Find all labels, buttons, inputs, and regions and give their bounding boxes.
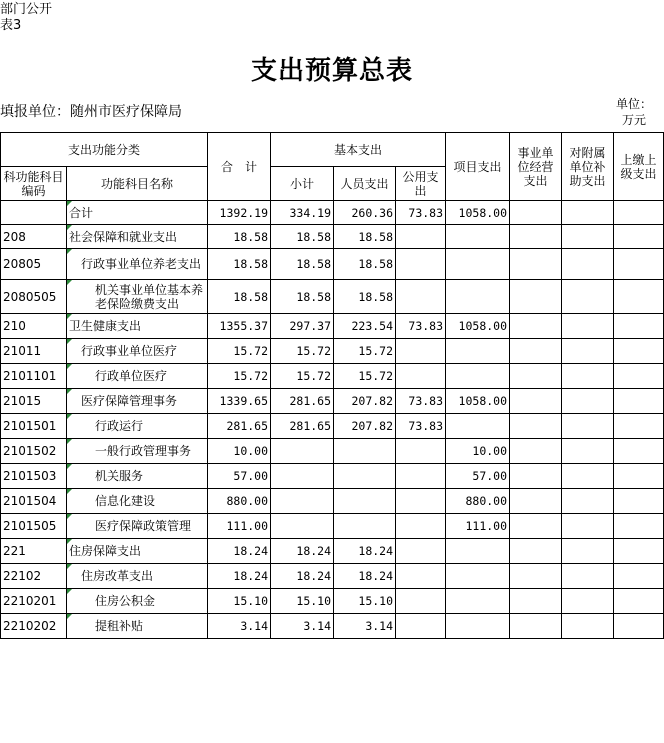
cell-name: [67, 389, 208, 414]
cell-public: [396, 439, 446, 464]
cell-public: [396, 514, 446, 539]
cell-marker-icon: [67, 249, 72, 254]
table-row: [1, 201, 664, 225]
cell-name-text: 卫生健康支出: [69, 319, 142, 333]
cell-personnel: 15.72: [334, 339, 396, 364]
header-upper: 上缴上级支出: [614, 133, 664, 201]
cell-upper: [614, 389, 664, 414]
cell-name: [67, 464, 208, 489]
cell-code: 21011: [1, 339, 67, 364]
cell-subtotal: 18.58: [271, 225, 334, 249]
table-row: [1, 414, 664, 439]
cell-public: [396, 489, 446, 514]
cell-total: 1392.19: [208, 201, 271, 225]
cell-project: [446, 614, 510, 639]
cell-upper: [614, 614, 664, 639]
cell-affiliated: [562, 314, 614, 339]
cell-total: 880.00: [208, 489, 271, 514]
table-row: [1, 389, 664, 414]
header-enterprise: 事业单位经营支出: [510, 133, 562, 201]
cell-public: [396, 614, 446, 639]
cell-name: [67, 514, 208, 539]
cell-code: 21015: [1, 389, 67, 414]
cell-subtotal: 15.72: [271, 364, 334, 389]
table-row: [1, 614, 664, 639]
cell-subtotal: 334.19: [271, 201, 334, 225]
cell-name: [67, 489, 208, 514]
cell-subtotal: 18.58: [271, 249, 334, 280]
cell-personnel: 207.82: [334, 389, 396, 414]
cell-subtotal: [271, 439, 334, 464]
cell-upper: [614, 564, 664, 589]
cell-total: 18.24: [208, 539, 271, 564]
cell-name: [67, 564, 208, 589]
cell-name-text: 行政单位医疗: [95, 369, 168, 383]
cell-upper: [614, 314, 664, 339]
cell-public: [396, 225, 446, 249]
page-title: 支出预算总表: [250, 56, 413, 86]
cell-subtotal: 281.65: [271, 389, 334, 414]
cell-affiliated: [562, 439, 614, 464]
cell-marker-icon: [67, 389, 72, 394]
cell-name-text: 行政事业单位养老支出: [81, 257, 202, 271]
table-row: [1, 439, 664, 464]
cell-personnel: 15.72: [334, 364, 396, 389]
cell-personnel: 3.14: [334, 614, 396, 639]
cell-subtotal: [271, 489, 334, 514]
cell-marker-icon: [67, 201, 72, 206]
cell-affiliated: [562, 539, 614, 564]
cell-name-text: 医疗保障管理事务: [81, 394, 178, 408]
cell-personnel: [334, 464, 396, 489]
cell-project: [446, 564, 510, 589]
cell-code: 2101505: [1, 514, 67, 539]
cell-affiliated: [562, 564, 614, 589]
cell-project: 1058.00: [446, 389, 510, 414]
cell-affiliated: [562, 364, 614, 389]
cell-marker-icon: [67, 339, 72, 344]
cell-enterprise: [510, 280, 562, 314]
cell-code: 2210202: [1, 614, 67, 639]
table-row: [1, 249, 664, 280]
header-affiliated: 对附属单位补助支出: [562, 133, 614, 201]
cell-enterprise: [510, 464, 562, 489]
table-row: [1, 364, 664, 389]
budget-table: [0, 132, 664, 639]
cell-total: 18.58: [208, 249, 271, 280]
cell-public: [396, 589, 446, 614]
cell-enterprise: [510, 364, 562, 389]
cell-affiliated: [562, 464, 614, 489]
header-basic-group: 基本支出: [271, 133, 446, 167]
table-row: [1, 314, 664, 339]
cell-upper: [614, 589, 664, 614]
cell-enterprise: [510, 589, 562, 614]
cell-name-text: 机关服务: [95, 469, 144, 483]
cell-public: 73.83: [396, 314, 446, 339]
cell-project: 1058.00: [446, 314, 510, 339]
cell-upper: [614, 439, 664, 464]
cell-affiliated: [562, 225, 614, 249]
cell-name: [67, 201, 208, 225]
cell-affiliated: [562, 514, 614, 539]
cell-project: 880.00: [446, 489, 510, 514]
cell-public: 73.83: [396, 389, 446, 414]
cell-code: 208: [1, 225, 67, 249]
cell-total: 18.58: [208, 225, 271, 249]
cell-marker-icon: [67, 280, 72, 285]
cell-name: [67, 314, 208, 339]
cell-personnel: 207.82: [334, 414, 396, 439]
cell-affiliated: [562, 489, 614, 514]
cell-affiliated: [562, 614, 614, 639]
cell-personnel: 18.58: [334, 280, 396, 314]
cell-public: 73.83: [396, 414, 446, 439]
cell-affiliated: [562, 339, 614, 364]
table-row: [1, 489, 664, 514]
cell-enterprise: [510, 514, 562, 539]
cell-marker-icon: [67, 464, 72, 469]
cell-affiliated: [562, 280, 614, 314]
header-total: 合 计: [208, 133, 271, 201]
header-project: 项目支出: [446, 133, 510, 201]
cell-public: [396, 249, 446, 280]
cell-marker-icon: [67, 539, 72, 544]
cell-name-text: 行政事业单位医疗: [81, 344, 178, 358]
cell-enterprise: [510, 389, 562, 414]
cell-upper: [614, 280, 664, 314]
cell-enterprise: [510, 614, 562, 639]
cell-subtotal: 281.65: [271, 414, 334, 439]
header-subtotal: 小计: [271, 167, 334, 201]
header-personnel: 人员支出: [334, 167, 396, 201]
cell-public: [396, 564, 446, 589]
cell-total: 10.00: [208, 439, 271, 464]
cell-name: [67, 539, 208, 564]
cell-total: 18.58: [208, 280, 271, 314]
cell-name: [67, 280, 208, 314]
cell-code: 2101502: [1, 439, 67, 464]
header-name: 功能科目名称: [67, 167, 208, 201]
cell-upper: [614, 364, 664, 389]
cell-project: [446, 539, 510, 564]
cell-project: 10.00: [446, 439, 510, 464]
cell-subtotal: 18.24: [271, 539, 334, 564]
cell-name: [67, 249, 208, 280]
cell-affiliated: [562, 414, 614, 439]
cell-project: [446, 225, 510, 249]
cell-name: [67, 589, 208, 614]
cell-project: [446, 280, 510, 314]
cell-enterprise: [510, 225, 562, 249]
cell-total: 1339.65: [208, 389, 271, 414]
cell-enterprise: [510, 314, 562, 339]
cell-enterprise: [510, 201, 562, 225]
cell-personnel: 18.24: [334, 539, 396, 564]
cell-name-text: 信息化建设: [95, 494, 156, 508]
header-code: 科功能科目编码: [1, 167, 67, 201]
unit-label: [616, 96, 652, 128]
cell-public: [396, 539, 446, 564]
cell-total: 15.72: [208, 364, 271, 389]
cell-personnel: 223.54: [334, 314, 396, 339]
cell-affiliated: [562, 249, 614, 280]
cell-enterprise: [510, 564, 562, 589]
cell-total: 3.14: [208, 614, 271, 639]
header-func-group: 支出功能分类: [1, 133, 208, 167]
cell-affiliated: [562, 201, 614, 225]
cell-upper: [614, 201, 664, 225]
cell-name: [67, 614, 208, 639]
doc-label-table-no: 表3: [0, 18, 22, 33]
cell-marker-icon: [67, 439, 72, 444]
cell-name-text: 合计: [69, 205, 94, 220]
cell-personnel: [334, 514, 396, 539]
cell-upper: [614, 514, 664, 539]
cell-name-text: 医疗保障政策管理: [95, 519, 192, 533]
table-row: [1, 589, 664, 614]
cell-enterprise: [510, 489, 562, 514]
cell-total: 18.24: [208, 564, 271, 589]
table-row: [1, 280, 664, 314]
cell-name: [67, 339, 208, 364]
cell-public: [396, 464, 446, 489]
cell-upper: [614, 249, 664, 280]
cell-project: 111.00: [446, 514, 510, 539]
cell-marker-icon: [67, 514, 72, 519]
cell-upper: [614, 414, 664, 439]
cell-code: 22102: [1, 564, 67, 589]
unit-label-top: 单位：: [615, 97, 652, 111]
cell-marker-icon: [67, 589, 72, 594]
cell-name-text: 住房公积金: [95, 594, 156, 608]
cell-personnel: 18.24: [334, 564, 396, 589]
cell-subtotal: 3.14: [271, 614, 334, 639]
cell-name: [67, 439, 208, 464]
cell-subtotal: 15.72: [271, 339, 334, 364]
cell-public: [396, 339, 446, 364]
cell-total: 1355.37: [208, 314, 271, 339]
cell-code: 221: [1, 539, 67, 564]
cell-upper: [614, 464, 664, 489]
cell-subtotal: 18.58: [271, 280, 334, 314]
cell-public: [396, 280, 446, 314]
cell-marker-icon: [67, 414, 72, 419]
unit-label-bottom: 万元: [621, 113, 646, 127]
cell-personnel: 18.58: [334, 249, 396, 280]
cell-personnel: 15.10: [334, 589, 396, 614]
cell-marker-icon: [67, 364, 72, 369]
cell-project: [446, 249, 510, 280]
cell-enterprise: [510, 249, 562, 280]
cell-project: [446, 364, 510, 389]
cell-public: [396, 364, 446, 389]
cell-enterprise: [510, 539, 562, 564]
cell-enterprise: [510, 439, 562, 464]
cell-total: 111.00: [208, 514, 271, 539]
cell-marker-icon: [67, 225, 72, 230]
table-row: [1, 539, 664, 564]
cell-affiliated: [562, 389, 614, 414]
table-row: [1, 339, 664, 364]
cell-upper: [614, 539, 664, 564]
table-row: [1, 514, 664, 539]
cell-code: [1, 201, 67, 225]
cell-name-text: 一般行政管理事务: [95, 444, 192, 458]
table-row: [1, 464, 664, 489]
cell-name: [67, 414, 208, 439]
cell-subtotal: [271, 464, 334, 489]
cell-name: [67, 225, 208, 249]
cell-total: 281.65: [208, 414, 271, 439]
cell-total: 57.00: [208, 464, 271, 489]
table-row: [1, 225, 664, 249]
cell-name-text: 提租补贴: [95, 619, 144, 633]
cell-code: 2210201: [1, 589, 67, 614]
filler-unit: 填报单位：随州市医疗保障局: [0, 104, 182, 120]
cell-name-text: 机关事业单位基本养老保险缴费支出: [95, 282, 204, 311]
cell-personnel: [334, 489, 396, 514]
cell-project: [446, 589, 510, 614]
cell-enterprise: [510, 339, 562, 364]
cell-affiliated: [562, 589, 614, 614]
cell-public: 73.83: [396, 201, 446, 225]
cell-subtotal: 15.10: [271, 589, 334, 614]
cell-code: 2101504: [1, 489, 67, 514]
doc-label-dept: 部门公开: [0, 2, 53, 17]
cell-upper: [614, 489, 664, 514]
cell-code: 2080505: [1, 280, 67, 314]
cell-name: [67, 364, 208, 389]
cell-upper: [614, 225, 664, 249]
cell-code: 2101501: [1, 414, 67, 439]
cell-project: [446, 339, 510, 364]
cell-subtotal: 18.24: [271, 564, 334, 589]
cell-name-text: 行政运行: [95, 419, 144, 433]
cell-total: 15.72: [208, 339, 271, 364]
cell-project: 1058.00: [446, 201, 510, 225]
cell-marker-icon: [67, 314, 72, 319]
cell-subtotal: 297.37: [271, 314, 334, 339]
cell-marker-icon: [67, 614, 72, 619]
cell-code: 2101101: [1, 364, 67, 389]
cell-subtotal: [271, 514, 334, 539]
cell-code: 2101503: [1, 464, 67, 489]
cell-marker-icon: [67, 564, 72, 569]
cell-enterprise: [510, 414, 562, 439]
cell-personnel: 18.58: [334, 225, 396, 249]
cell-code: 20805: [1, 249, 67, 280]
cell-personnel: 260.36: [334, 201, 396, 225]
cell-code: 210: [1, 314, 67, 339]
table-row: [1, 564, 664, 589]
table-body: [1, 201, 664, 639]
cell-name-text: 住房保障支出: [69, 544, 142, 558]
cell-project: [446, 414, 510, 439]
cell-name-text: 社会保障和就业支出: [69, 229, 178, 244]
cell-name-text: 住房改革支出: [81, 569, 154, 583]
cell-personnel: [334, 439, 396, 464]
cell-marker-icon: [67, 489, 72, 494]
header-public: 公用支出: [396, 167, 446, 201]
cell-total: 15.10: [208, 589, 271, 614]
cell-project: 57.00: [446, 464, 510, 489]
cell-upper: [614, 339, 664, 364]
